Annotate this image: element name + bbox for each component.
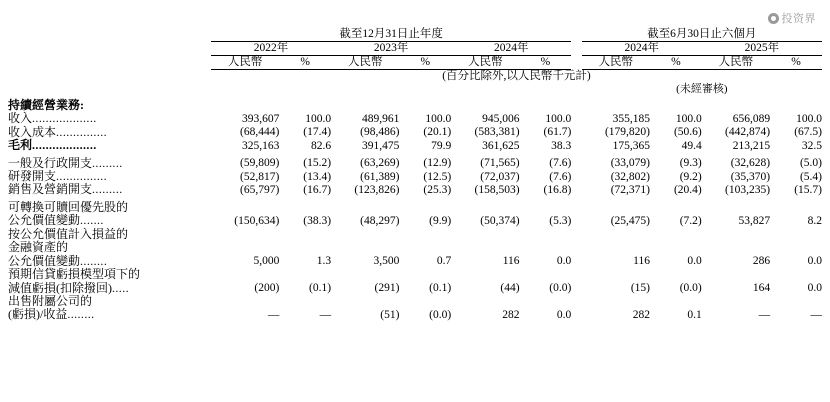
row-value: 164 xyxy=(752,282,771,295)
row-percent: 38.3 xyxy=(551,139,572,152)
watermark-logo-icon xyxy=(768,13,779,24)
row-value xyxy=(211,268,279,281)
row-value: 286 xyxy=(752,255,771,268)
table-row xyxy=(8,112,822,125)
row-value xyxy=(702,268,770,281)
row-percent xyxy=(279,241,331,254)
audit-note-row xyxy=(8,83,822,95)
row-label-text: 出售附屬公司的 xyxy=(8,293,93,308)
row-gap xyxy=(571,126,581,139)
row-gap xyxy=(571,228,581,241)
row-label xyxy=(8,157,211,170)
row-value: 656,089 xyxy=(732,112,771,125)
row-leader-dots: ..... xyxy=(112,280,129,295)
row-percent: 0.0 xyxy=(556,308,572,321)
row-value: (68,444) xyxy=(240,126,280,139)
row-percent xyxy=(520,228,572,241)
row-percent: (13.4) xyxy=(303,170,332,183)
row-percent: (50.6) xyxy=(673,126,702,139)
header-spacer xyxy=(8,28,211,41)
header-group-left: 截至12月31日止年度 xyxy=(211,28,571,41)
row-value: (179,820) xyxy=(604,126,650,139)
header-gap-2 xyxy=(571,41,581,55)
row-leader-dots: ........ xyxy=(80,253,108,268)
row-gap xyxy=(571,112,581,125)
row-value: (51) xyxy=(380,308,400,321)
row-value: 489,961 xyxy=(362,112,400,125)
table-row xyxy=(8,241,822,254)
header-year-2025-h1: 2025年 xyxy=(702,41,822,55)
row-gap xyxy=(571,214,581,227)
header-year-row xyxy=(8,41,822,55)
table-row xyxy=(8,126,822,139)
row-value: (52,817) xyxy=(240,170,280,183)
row-leader-dots: ....... xyxy=(80,213,104,228)
row-gap xyxy=(571,241,581,254)
row-percent: (17.4) xyxy=(303,126,332,139)
row-percent xyxy=(770,268,822,281)
row-value: (15) xyxy=(630,282,650,295)
header-year-2024-h1: 2024年 xyxy=(582,41,702,55)
row-value xyxy=(582,228,650,241)
row-percent: 79.9 xyxy=(431,139,452,152)
table-row xyxy=(8,214,822,227)
row-gap xyxy=(571,157,581,170)
row-percent: 0.1 xyxy=(687,308,702,321)
row-percent xyxy=(650,295,702,308)
row-value xyxy=(451,295,519,308)
row-percent: (9.2) xyxy=(679,170,702,183)
row-value: (32,628) xyxy=(730,157,771,170)
row-percent: (5.3) xyxy=(549,214,572,227)
row-value: (50,374) xyxy=(480,214,520,227)
row-value: 355,185 xyxy=(612,112,650,125)
row-value xyxy=(331,295,399,308)
row-value: (442,874) xyxy=(725,126,771,139)
row-value: 945,006 xyxy=(482,112,520,125)
row-percent: (12.5) xyxy=(423,170,452,183)
row-percent: (0.0) xyxy=(679,282,702,295)
table-row xyxy=(8,282,822,295)
table-row xyxy=(8,268,822,281)
row-percent: 100.0 xyxy=(796,112,822,125)
row-percent xyxy=(520,268,572,281)
header-percent-2023: % xyxy=(420,55,431,68)
row-percent: 100.0 xyxy=(305,112,332,125)
row-value xyxy=(211,201,279,214)
row-value xyxy=(211,295,279,308)
row-label-text: 公允價值變動 xyxy=(8,253,81,268)
row-label-text: 金融資產的 xyxy=(8,240,69,255)
row-percent xyxy=(279,268,331,281)
row-value xyxy=(451,228,519,241)
row-percent: 49.4 xyxy=(681,139,702,152)
row-value: (63,269) xyxy=(360,157,400,170)
row-percent: — xyxy=(319,308,332,321)
row-label-text: 毛利 xyxy=(8,138,33,153)
row-value: — xyxy=(267,308,280,321)
row-value: 391,475 xyxy=(362,139,400,152)
unit-note: (百分比除外,以人民幣千元計) xyxy=(442,69,591,82)
row-percent xyxy=(650,241,702,254)
row-value: — xyxy=(758,308,771,321)
row-label-text: 銷售及營銷開支 xyxy=(8,182,93,197)
row-percent xyxy=(770,295,822,308)
row-label xyxy=(8,241,211,254)
row-percent: 0.0 xyxy=(556,255,572,268)
row-percent: 100.0 xyxy=(545,112,572,125)
header-currency-2023: 人民幣 xyxy=(348,55,383,68)
row-percent: (5.0) xyxy=(799,157,822,170)
row-value: (150,634) xyxy=(234,214,280,227)
row-percent: 8.2 xyxy=(807,214,822,227)
row-percent xyxy=(279,295,331,308)
row-value xyxy=(331,228,399,241)
row-value xyxy=(451,201,519,214)
row-value: 213,215 xyxy=(732,139,771,152)
row-percent xyxy=(770,241,822,254)
row-percent: 0.0 xyxy=(807,282,822,295)
row-percent: (38.3) xyxy=(303,214,332,227)
row-label xyxy=(8,282,211,295)
row-value xyxy=(451,241,519,254)
row-gap xyxy=(571,308,581,321)
row-leader-dots: ............... xyxy=(56,169,108,183)
row-percent xyxy=(279,201,331,214)
row-percent: (0.1) xyxy=(429,282,452,295)
row-percent: (16.8) xyxy=(543,184,572,196)
row-value: 282 xyxy=(502,308,520,321)
row-value: (48,297) xyxy=(360,214,400,227)
row-label xyxy=(8,112,211,125)
header-group-right: 截至6月30日止六個月 xyxy=(582,28,822,41)
row-value xyxy=(582,241,650,254)
row-gap xyxy=(571,282,581,295)
row-percent xyxy=(279,228,331,241)
financial-table xyxy=(8,28,822,322)
header-currency-2022: 人民幣 xyxy=(227,55,263,68)
row-percent: 0.0 xyxy=(807,255,822,268)
row-value: 116 xyxy=(502,255,520,268)
row-percent xyxy=(520,295,572,308)
row-value: (61,389) xyxy=(360,170,400,183)
row-percent: (0.0) xyxy=(429,308,452,321)
row-leader-dots: ......... xyxy=(92,155,123,170)
row-label-text: 預期信貸虧損模型項下的 xyxy=(8,267,141,282)
row-value: (103,235) xyxy=(725,184,771,196)
row-percent: (67.5) xyxy=(794,126,822,139)
row-percent: (9.3) xyxy=(679,157,702,170)
row-gap xyxy=(571,139,581,152)
section-title-row xyxy=(8,99,822,112)
row-value: (44) xyxy=(500,282,520,295)
row-value xyxy=(702,228,770,241)
row-percent xyxy=(650,228,702,241)
row-percent: 100.0 xyxy=(675,112,702,125)
row-label xyxy=(8,214,211,227)
row-value xyxy=(331,241,399,254)
row-leader-dots: ........ xyxy=(67,307,95,322)
row-value xyxy=(582,295,650,308)
row-value: 393,607 xyxy=(241,112,280,125)
row-gap xyxy=(571,255,581,268)
row-value xyxy=(582,201,650,214)
row-percent: (5.4) xyxy=(799,170,822,183)
row-label xyxy=(8,268,211,281)
table-row xyxy=(8,228,822,241)
row-label-text: (虧損)/收益 xyxy=(8,307,68,322)
header-currency-2024: 人民幣 xyxy=(468,55,503,68)
row-value: 325,163 xyxy=(241,139,280,152)
table-row xyxy=(8,308,822,321)
header-year-2023: 2023年 xyxy=(331,41,451,55)
row-value: 282 xyxy=(632,308,650,321)
row-label xyxy=(8,308,211,321)
row-value: 116 xyxy=(633,255,650,268)
row-value: (291) xyxy=(374,282,400,295)
row-value: (72,371) xyxy=(610,184,650,196)
table-body xyxy=(8,112,822,322)
row-label-text: 一般及行政開支 xyxy=(8,155,93,170)
header-group-row xyxy=(8,28,822,41)
row-value: (72,037) xyxy=(480,170,520,183)
row-percent xyxy=(399,268,451,281)
row-gap xyxy=(571,183,581,196)
row-value: (33,079) xyxy=(610,157,650,170)
row-percent xyxy=(650,268,702,281)
row-gap xyxy=(571,201,581,214)
row-value: (123,826) xyxy=(354,184,400,196)
row-value xyxy=(451,268,519,281)
row-value xyxy=(211,228,279,241)
row-value: (35,370) xyxy=(730,170,771,183)
row-value: (59,809) xyxy=(240,157,280,170)
row-percent: (7.6) xyxy=(549,157,572,170)
row-percent: 1.3 xyxy=(316,255,332,268)
header-spacer-2 xyxy=(8,41,211,55)
row-percent: (0.0) xyxy=(549,282,572,295)
row-gap xyxy=(571,170,581,183)
row-label-text: 收入成本 xyxy=(8,124,57,139)
row-percent: (15.7) xyxy=(794,184,822,196)
section-title-pad xyxy=(211,99,822,112)
row-value xyxy=(582,268,650,281)
header-year-2024: 2024年 xyxy=(451,41,571,55)
row-value: 5,000 xyxy=(253,255,280,268)
row-percent: (16.7) xyxy=(303,184,332,196)
row-leader-dots: ................... xyxy=(32,138,97,153)
row-value: 3,500 xyxy=(373,255,400,268)
table-row xyxy=(8,170,822,183)
audit-spacer xyxy=(8,83,211,95)
header-year-2022: 2022年 xyxy=(211,41,331,55)
row-value: (200) xyxy=(254,282,280,295)
row-percent: (20.4) xyxy=(673,184,702,196)
row-percent xyxy=(399,295,451,308)
row-value xyxy=(702,241,770,254)
row-value: (158,503) xyxy=(474,184,520,196)
row-gap xyxy=(571,268,581,281)
row-value: (25,475) xyxy=(610,214,650,227)
row-percent xyxy=(650,201,702,214)
row-percent: (15.2) xyxy=(303,157,332,170)
header-percent-2025-h1: % xyxy=(791,55,801,68)
header-percent-2024: % xyxy=(540,55,551,68)
row-percent xyxy=(520,201,572,214)
row-label-text: 按公允價值計入損益的 xyxy=(8,226,129,241)
row-percent: (0.1) xyxy=(309,282,332,295)
row-percent: (9.9) xyxy=(429,214,452,227)
row-value xyxy=(331,268,399,281)
row-value: 53,827 xyxy=(738,214,771,227)
row-label xyxy=(8,139,211,152)
row-percent: (7.2) xyxy=(679,214,702,227)
row-value xyxy=(331,201,399,214)
row-value: (65,797) xyxy=(240,184,280,196)
row-value: (98,486) xyxy=(360,126,400,139)
unit-spacer xyxy=(8,69,211,82)
row-leader-dots: ......... xyxy=(92,182,123,197)
row-label-text: 公允價值變動 xyxy=(8,213,81,228)
row-value xyxy=(211,241,279,254)
watermark-label: 投资界 xyxy=(781,13,816,25)
section-title: 持續經營業務: xyxy=(8,97,84,112)
row-value: 175,365 xyxy=(612,139,650,152)
row-percent: 100.0 xyxy=(425,112,452,125)
audit-gap xyxy=(571,83,581,95)
audit-note: (未經審核) xyxy=(676,82,728,95)
unit-note-row xyxy=(8,69,822,82)
table-row xyxy=(8,139,822,152)
table-row xyxy=(8,201,822,214)
header-spacer-3 xyxy=(8,55,211,68)
row-value: (32,802) xyxy=(610,170,650,183)
row-percent xyxy=(770,201,822,214)
row-percent xyxy=(520,241,572,254)
row-percent: 0.0 xyxy=(687,255,702,268)
row-label-text: 可轉換可贖回優先股的 xyxy=(8,199,129,214)
row-value: (71,565) xyxy=(480,157,520,170)
row-gap xyxy=(571,295,581,308)
header-gap-3 xyxy=(571,55,581,68)
row-percent xyxy=(399,201,451,214)
row-percent xyxy=(399,241,451,254)
row-percent xyxy=(399,228,451,241)
header-currency-2024-h1: 人民幣 xyxy=(598,55,634,68)
row-percent xyxy=(770,228,822,241)
header-gap xyxy=(571,28,581,41)
row-label xyxy=(8,183,211,196)
table-row xyxy=(8,157,822,170)
row-label-text: 收入 xyxy=(8,111,33,126)
table-row xyxy=(8,183,822,196)
row-label-text: 減值虧損(扣除撥回) xyxy=(8,280,112,295)
row-percent: (20.1) xyxy=(423,126,452,139)
audit-left-spacer xyxy=(211,83,571,95)
table-row xyxy=(8,295,822,308)
row-percent: 32.5 xyxy=(801,139,822,152)
row-label-text: 研發開支 xyxy=(8,169,57,183)
watermark xyxy=(768,10,817,26)
row-value: 361,625 xyxy=(482,139,520,152)
header-currency-2025-h1: 人民幣 xyxy=(718,55,754,68)
row-percent: (12.9) xyxy=(423,157,452,170)
row-percent: (61.7) xyxy=(543,126,572,139)
header-sub-row xyxy=(8,55,822,68)
header-percent-2022: % xyxy=(300,55,310,68)
row-percent: 0.7 xyxy=(436,255,452,268)
row-leader-dots: ............... xyxy=(56,124,108,139)
row-percent: (7.6) xyxy=(549,170,572,183)
row-percent: (25.3) xyxy=(423,184,452,196)
row-value xyxy=(702,295,770,308)
row-leader-dots: ................... xyxy=(32,111,97,126)
row-percent: 82.6 xyxy=(310,139,332,152)
header-percent-2024-h1: % xyxy=(671,55,681,68)
row-value xyxy=(702,201,770,214)
row-value: (583,381) xyxy=(474,126,520,139)
row-percent: — xyxy=(810,308,822,321)
